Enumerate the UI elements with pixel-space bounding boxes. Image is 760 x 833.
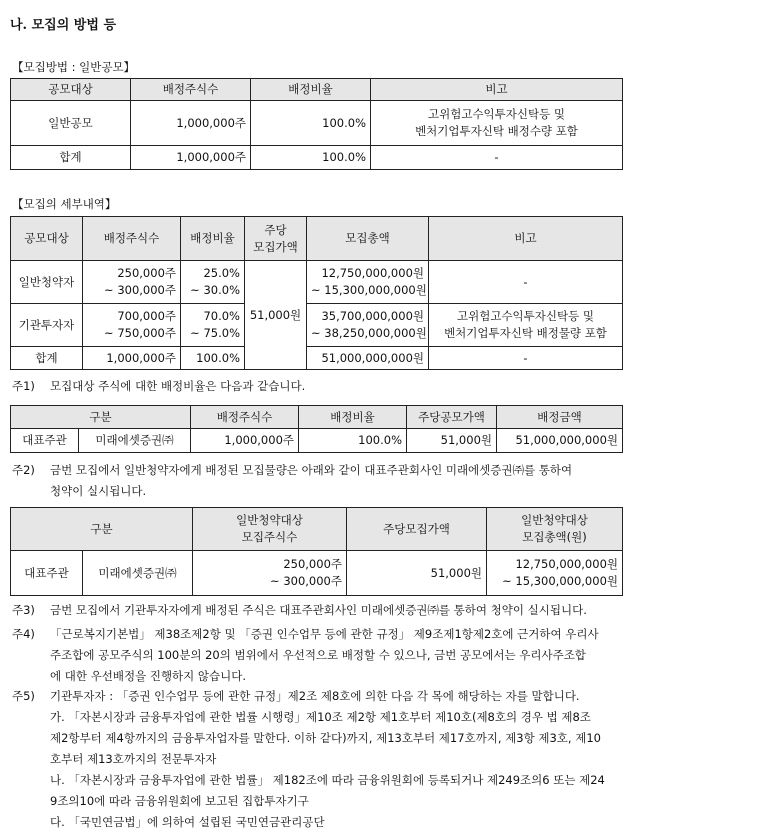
cell-target: 합계: [11, 146, 131, 170]
header-kind: 구분: [11, 406, 191, 429]
header-line: 주당: [264, 222, 287, 237]
header-shares: 배정주식수: [191, 406, 299, 429]
header-target: 공모대상: [11, 217, 83, 261]
cell-company: 미래에셋증권㈜: [79, 429, 191, 453]
retail-table: [10, 507, 623, 596]
cell-ratio: 100.0%: [299, 429, 407, 453]
cell-price: 51,000원: [245, 261, 307, 370]
header-line: 모집주식수: [241, 530, 298, 544]
cell-target: 기관투자자: [11, 304, 83, 347]
cell-role: 대표주관: [11, 429, 79, 453]
cell-shares: [83, 304, 181, 347]
cell-price: 51,000원: [347, 551, 487, 596]
header-amount: [487, 508, 623, 551]
table-header-row: [11, 406, 623, 429]
value-line: ~ 30.0%: [190, 283, 240, 297]
header-note: 비고: [429, 217, 623, 261]
header-line: 일반청약대상: [521, 513, 588, 527]
note-1: [12, 376, 712, 398]
cell-note: -: [429, 347, 623, 370]
header-price: 주당모집가액: [347, 508, 487, 551]
table-row: [11, 146, 623, 170]
cell-shares: [193, 551, 347, 596]
cell-ratio: 100.0%: [251, 101, 371, 146]
note-number: 주3): [12, 603, 35, 617]
section-heading: 나. 모집의 방법 등: [10, 18, 117, 33]
header-ratio: 배정비율: [181, 217, 245, 261]
note-line: 고위험고수익투자신탁등 및: [428, 107, 565, 121]
note-3: [12, 600, 752, 622]
cell-ratio: [181, 304, 245, 347]
header-total: 모집총액: [307, 217, 429, 261]
note-line: 주조합에 공모주식의 100분의 20의 범위에서 우선적으로 배정할 수 있으나, 금번 공모에서는 우리사주조합: [50, 648, 586, 662]
value-line: 25.0%: [203, 266, 240, 280]
value-line: ~ 38,250,000,000원: [311, 326, 427, 340]
note-number: 주1): [12, 379, 35, 393]
value-line: 12,750,000,000원: [321, 266, 424, 280]
header-note: 비고: [371, 79, 623, 101]
detail-caption: 【모집의 세부내역】: [12, 197, 117, 211]
note-line: 가. 「자본시장과 금융투자업에 관한 법률 시행령」제10조 제2항 제1호부터 제10호(제8호의 경우 법 제8조: [50, 710, 591, 724]
header-ratio: 배정비율: [299, 406, 407, 429]
header-shares: 배정주식수: [83, 217, 181, 261]
cell-amount: [487, 551, 623, 596]
cell-target: 일반공모: [11, 101, 131, 146]
note-text: 금번 모집에서 기관투자자에게 배정된 주식은 대표주관회사인 미래에셋증권㈜를 통하여 청약이 실시됩니다.: [50, 603, 587, 617]
table-row: [11, 261, 623, 304]
header-shares: [193, 508, 347, 551]
note-line: 벤처기업투자신탁 배정수량 포함: [415, 124, 578, 138]
header-shares: 배정주식수: [131, 79, 251, 101]
note-text: [50, 624, 750, 687]
note-text: [50, 460, 640, 502]
note-text: [50, 686, 750, 833]
header-kind: 구분: [11, 508, 193, 551]
cell-target: 일반청약자: [11, 261, 83, 304]
note-line: 호부터 제13호까지의 전문투자자: [50, 752, 217, 766]
value-line: ~ 15,300,000,000원: [311, 283, 427, 297]
cell-role: 대표주관: [11, 551, 83, 596]
note-4: [12, 624, 752, 688]
note-line: 「근로복지기본법」 제38조제2항 및 「증권 인수업무 등에 관한 규정」 제9조제1항제2호에 근거하여 우리사: [50, 627, 599, 641]
cell-total: [307, 304, 429, 347]
note-line: 9조의10에 따라 금융위원회에 보고된 집합투자기구: [50, 794, 309, 808]
note-line: 기관투자자 : 「증권 인수업무 등에 관한 규정」제2조 제8호에 의한 다음 각 목에 해당하는 자를 말합니다.: [50, 689, 580, 703]
table-row: [11, 347, 623, 370]
cell-note: [429, 304, 623, 347]
cell-company: 미래에셋증권㈜: [83, 551, 193, 596]
value-line: ~ 75.0%: [190, 326, 240, 340]
header-line: 일반청약대상: [236, 513, 303, 527]
value-line: ~ 300,000주: [270, 574, 342, 588]
detail-table: [10, 216, 623, 370]
header-ratio: 배정비율: [251, 79, 371, 101]
method-table: [10, 78, 623, 170]
header-target: 공모대상: [11, 79, 131, 101]
value-line: ~ 300,000주: [104, 283, 176, 297]
value-line: 700,000주: [117, 309, 176, 323]
note-number: 주4): [12, 627, 35, 641]
cell-shares: 1,000,000주: [131, 101, 251, 146]
method-caption: 【모집방법 : 일반공모】: [12, 60, 136, 74]
value-line: 12,750,000,000원: [515, 557, 618, 571]
value-line: ~ 750,000주: [104, 326, 176, 340]
header-line: 모집가액: [253, 239, 298, 254]
table-header-row: [11, 217, 623, 261]
value-line: 250,000주: [117, 266, 176, 280]
note-line: 고위험고수익투자신탁등 및: [457, 309, 594, 323]
note-line: 다. 「국민연금법」에 의하여 설립된 국민연금관리공단: [50, 815, 325, 829]
cell-price: 51,000원: [407, 429, 497, 453]
table-row: [11, 429, 623, 453]
value-line: ~ 15,300,000,000원: [502, 574, 618, 588]
cell-ratio: 100.0%: [251, 146, 371, 170]
note-line: 에 대한 우선배정을 진행하지 않습니다.: [50, 669, 247, 683]
cell-ratio: [181, 261, 245, 304]
cell-amount: 51,000,000,000원: [497, 429, 623, 453]
note-5: [12, 686, 752, 829]
cell-note: [371, 101, 623, 146]
table-row: [11, 101, 623, 146]
cell-shares: 1,000,000주: [83, 347, 181, 370]
note-text: 모집대상 주식에 대한 배정비율은 다음과 같습니다.: [50, 379, 306, 393]
cell-target: 합계: [11, 347, 83, 370]
note-line: 금번 모집에서 일반청약자에게 배정된 모집물량은 아래와 같이 대표주관회사인 미래에셋증권㈜를 통하여: [50, 463, 573, 477]
cell-ratio: 100.0%: [181, 347, 245, 370]
note-line: 청약이 실시됩니다.: [50, 484, 147, 498]
allocation-table: [10, 405, 623, 453]
table-header-row: [11, 79, 623, 101]
note-line: 벤처기업투자신탁 배정물량 포함: [444, 326, 607, 340]
cell-shares: 1,000,000주: [191, 429, 299, 453]
header-line: 모집총액(원): [522, 530, 587, 544]
header-price: 주당공모가액: [407, 406, 497, 429]
cell-note: -: [371, 146, 623, 170]
table-row: [11, 304, 623, 347]
value-line: 70.0%: [203, 309, 240, 323]
header-price: [245, 217, 307, 261]
header-amount: 배정금액: [497, 406, 623, 429]
note-number: 주5): [12, 689, 35, 703]
note-line: 제2항부터 제4항까지의 금융투자업자를 말한다. 이하 같다)까지, 제13호부터 제17호까지, 제3항 제3호, 제10: [50, 731, 601, 745]
value-line: 250,000주: [283, 557, 342, 571]
cell-shares: [83, 261, 181, 304]
cell-total: [307, 261, 429, 304]
note-2: [12, 460, 712, 504]
cell-note: -: [429, 261, 623, 304]
cell-total: 51,000,000,000원: [307, 347, 429, 370]
value-line: 35,700,000,000원: [321, 309, 424, 323]
note-number: 주2): [12, 463, 35, 477]
cell-shares: 1,000,000주: [131, 146, 251, 170]
note-line: 나. 「자본시장과 금융투자업에 관한 법률」 제182조에 따라 금융위원회에 등록되거나 제249조의6 또는 제24: [50, 773, 605, 787]
table-row: [11, 551, 623, 596]
table-header-row: [11, 508, 623, 551]
